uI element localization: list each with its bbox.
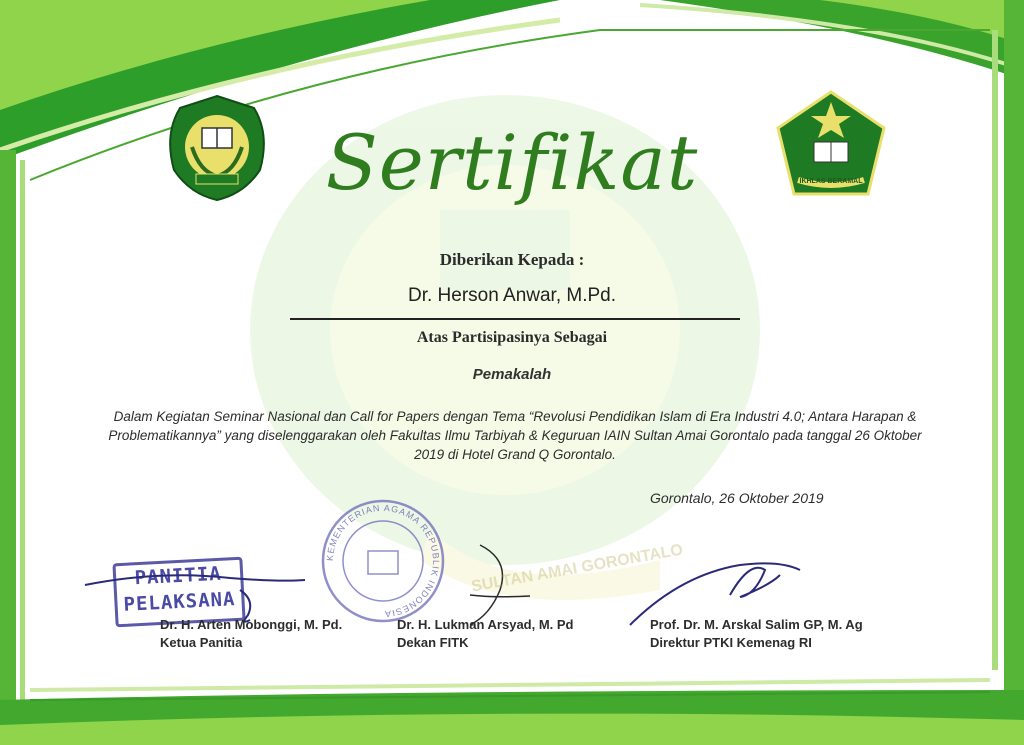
signatory-2 [397, 617, 574, 650]
svg-text:IKHLAS BERAMAL: IKHLAS BERAMAL [799, 178, 863, 185]
signatory-role: Dekan FITK [397, 635, 469, 650]
event-description: Dalam Kegiatan Seminar Nasional dan Call for Papers dengan Tema “Revolusi Pendidikan Islam di Era Industri 4.0; Antara Harapan & Problematikannya” yang diselenggarakan oleh Fakultas Ilmu Tarbiyah & Keguruan IAIN Sultan Amai Gorontalo pada tanggal 26 Oktober 2019 di Hotel Grand Q Gorontalo. [108, 409, 922, 462]
watermark-text: SULTAN AMAI GORONTALO [470, 541, 685, 596]
given-to-label: Diberikan Kepada : [439, 250, 585, 269]
signatory-role: Ketua Panitia [160, 635, 243, 650]
signatory-name: Dr. H. Lukman Arsyad, M. Pd [397, 617, 574, 632]
recipient-name: Dr. Herson Anwar, M.Pd. [407, 285, 617, 306]
signatory-name: Prof. Dr. M. Arskal Salim GP, M. Ag [650, 617, 863, 632]
stamp-line-1: PANITIA [134, 562, 223, 590]
svg-text:KEMENTERIAN AGAMA REPUBLIK IND: KEMENTERIAN AGAMA REPUBLIK INDONESIA [324, 502, 442, 620]
signatory-3 [650, 617, 863, 650]
certificate-title: Sertifikat [325, 118, 699, 207]
signatory-role: Direktur PTKI Kemenag RI [650, 635, 812, 650]
participant-role: Pemakalah [472, 366, 552, 383]
participation-label: Atas Partisipasinya Sebagai [416, 329, 608, 346]
stamp-line-2: PELAKSANA [123, 588, 236, 616]
place-date: Gorontalo, 26 Oktober 2019 [650, 490, 824, 506]
signatory-1 [160, 617, 342, 650]
signatory-name: Dr. H. Arten Mobonggi, M. Pd. [160, 617, 343, 632]
recipient-underline [290, 318, 740, 320]
